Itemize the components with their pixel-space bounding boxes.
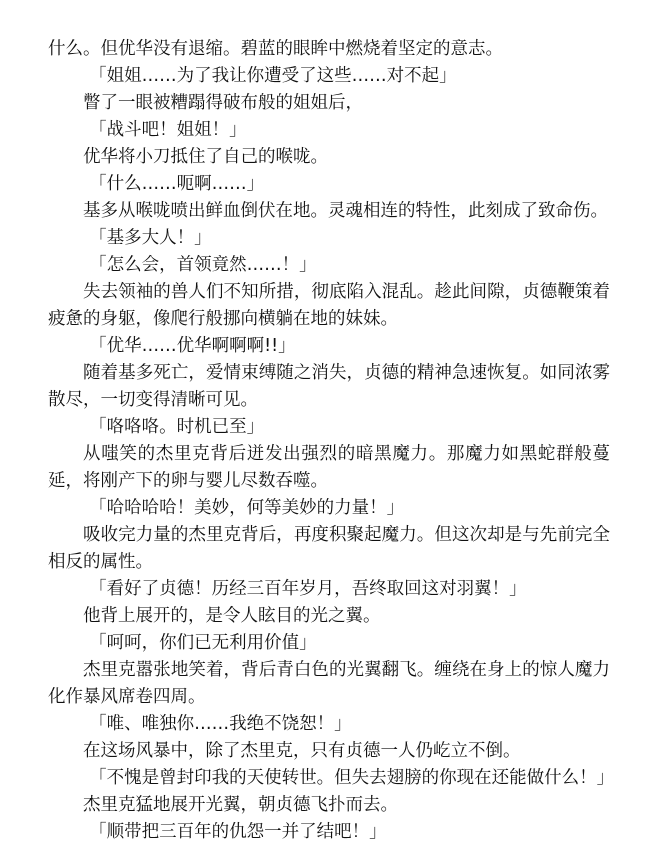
paragraph: 什么。但优华没有退缩。碧蓝的眼眸中燃烧着坚定的意志。 (48, 39, 503, 59)
dialogue-line: 「哈哈哈哈！美妙，何等美妙的力量！」 (89, 498, 405, 518)
dialogue-line: 「基多大人！」 (89, 228, 212, 248)
paragraph: 在这场风暴中，除了杰里克，只有贞德一人仍屹立不倒。 (83, 741, 521, 761)
dialogue-line: 「呵呵，你们已无利用价值」 (89, 633, 317, 653)
dialogue-line: 「咯咯咯。时机已至」 (89, 417, 265, 437)
dialogue-line: 「什么……呃啊……」 (89, 174, 265, 194)
paragraph: 杰里克嚣张地笑着，背后青白色的光翼翻飞。缠绕在身上的惊人魔力化作暴风席卷四周。 (48, 660, 610, 707)
dialogue-line: 「战斗吧！姐姐！」 (89, 120, 247, 140)
dialogue-line: 「怎么会，首领竟然……！」 (89, 255, 317, 275)
dialogue-line: 「唯、唯独你……我绝不饶恕！」 (89, 714, 352, 734)
paragraph: 瞥了一眼被糟蹋得破布般的姐姐后， (83, 93, 363, 113)
paragraph: 基多从喉咙喷出鲜血倒伏在地。灵魂相连的特性，此刻成了致命伤。 (83, 201, 608, 221)
paragraph: 随着基多死亡，爱情束缚随之消失，贞德的精神急速恢复。如同浓雾散尽，一切变得清晰可见。 (48, 363, 610, 410)
dialogue-line: 「顺带把三百年的仇怨一并了结吧！」 (89, 822, 387, 842)
story-text (48, 36, 615, 846)
dialogue-line: 「不愧是曾封印我的天使转世。但失去翅膀的你现在还能做什么！」 (89, 768, 615, 788)
paragraph: 杰里克猛地展开光翼，朝贞德飞扑而去。 (83, 795, 398, 815)
dialogue-line: 「姐姐……为了我让你遭受了这些……对不起」 (89, 66, 457, 86)
paragraph: 吸收完力量的杰里克背后，再度积聚起魔力。但这次却是与先前完全相反的属性。 (48, 525, 610, 572)
paragraph: 优华将小刀抵住了自己的喉咙。 (83, 147, 328, 167)
paragraph: 他背上展开的，是令人眩目的光之翼。 (83, 606, 381, 626)
paragraph: 失去领袖的兽人们不知所措，彻底陷入混乱。趁此间隙，贞德鞭策着疲惫的身躯，像爬行般挪向横躺在地的妹妹。 (48, 282, 610, 329)
dialogue-line: 「优华……优华啊啊啊!!」 (89, 336, 296, 356)
paragraph: 从嗤笑的杰里克背后迸发出强烈的暗黑魔力。那魔力如黑蛇群般蔓延，将刚产下的卵与婴儿尽数吞噬。 (48, 444, 610, 491)
dialogue-line: 「看好了贞德！历经三百年岁月，吾终取回这对羽翼！」 (89, 579, 527, 599)
